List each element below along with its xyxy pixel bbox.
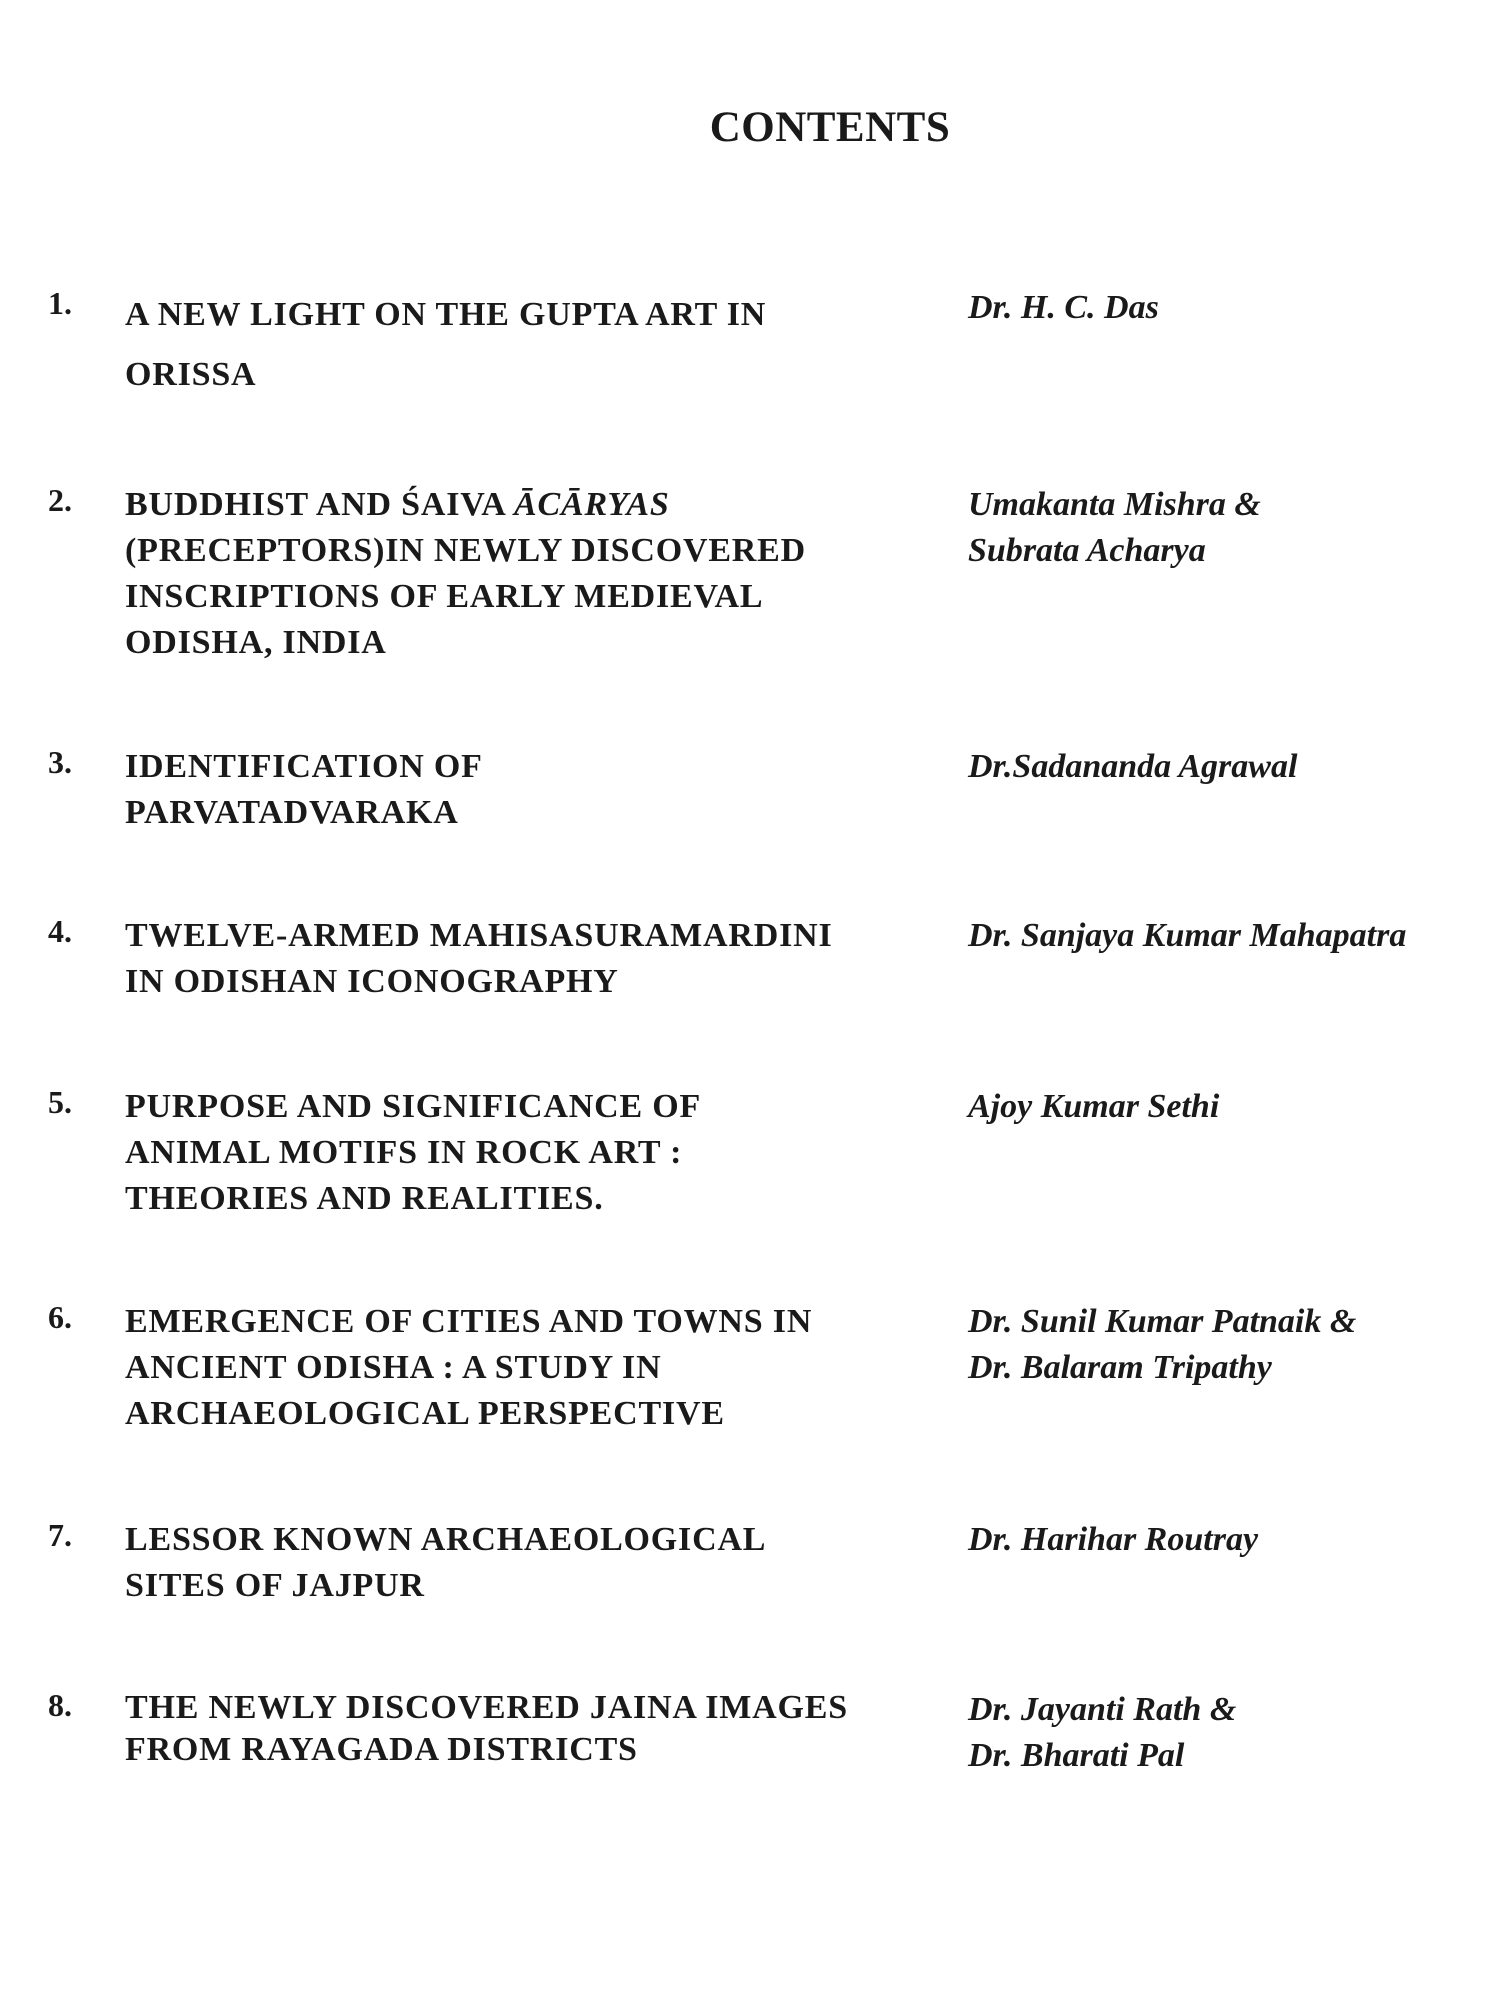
entry-title (125, 744, 945, 836)
author-line: Dr. Balaram Tripathy (968, 1349, 1272, 1386)
entry-author (968, 1084, 1498, 1130)
author-line: Ajoy Kumar Sethi (968, 1088, 1220, 1125)
author-line: Dr. Jayanti Rath & (968, 1691, 1237, 1728)
entry-number: 7. (48, 1517, 72, 1553)
entry-author (968, 744, 1498, 790)
title-line: THEORIES AND REALITIES. (125, 1180, 604, 1217)
entry-title (125, 913, 945, 1005)
title-line: INSCRIPTIONS OF EARLY MEDIEVAL (125, 578, 764, 615)
title-line: PARVATADVARAKA (125, 794, 459, 831)
entry-author (968, 1687, 1498, 1779)
title-line: ANIMAL MOTIFS IN ROCK ART : (125, 1134, 683, 1171)
entry-title (125, 1517, 945, 1609)
entry-title (125, 285, 945, 405)
title-line: LESSOR KNOWN ARCHAEOLOGICAL (125, 1521, 767, 1558)
author-line: Subrata Acharya (968, 532, 1206, 569)
entry-author (968, 1517, 1498, 1563)
entry-number: 4. (48, 913, 72, 949)
title-line: PURPOSE AND SIGNIFICANCE OF (125, 1088, 702, 1125)
entry-number: 6. (48, 1299, 72, 1335)
title-line: (PRECEPTORS)IN NEWLY DISCOVERED (125, 532, 806, 569)
author-line: Dr.Sadananda Agrawal (968, 748, 1298, 785)
page-title: CONTENTS (709, 104, 951, 151)
title-line: IDENTIFICATION OF (125, 748, 483, 785)
entry-author (968, 482, 1498, 574)
entry-author (968, 913, 1498, 959)
entry-number: 5. (48, 1084, 72, 1120)
entry-title (125, 1687, 945, 1771)
title-line: ARCHAEOLOGICAL PERSPECTIVE (125, 1395, 725, 1432)
title-line: SITES OF JAJPUR (125, 1567, 425, 1604)
author-line: Dr. Harihar Routray (968, 1521, 1259, 1558)
author-line: Dr. Sunil Kumar Patnaik & (968, 1303, 1357, 1340)
title-line: ANCIENT ODISHA : A STUDY IN (125, 1349, 662, 1386)
title-line: EMERGENCE OF CITIES AND TOWNS IN (125, 1303, 813, 1340)
entry-title (125, 482, 945, 666)
entry-number: 2. (48, 482, 72, 518)
title-line: ODISHA, INDIA (125, 624, 387, 661)
title-line: THE NEWLY DISCOVERED JAINA IMAGES (125, 1689, 848, 1726)
title-italic: ĀCĀRYAS (514, 486, 670, 523)
author-line: Dr. Sanjaya Kumar Mahapatra (968, 917, 1407, 954)
title-line (125, 482, 945, 528)
title-line: A NEW LIGHT ON THE GUPTA ART IN (125, 296, 767, 333)
author-line: Dr. Bharati Pal (968, 1737, 1185, 1774)
author-line: Dr. H. C. Das (968, 289, 1159, 326)
title-prefix: BUDDHIST AND ŚAIVA (125, 486, 515, 523)
entry-number: 1. (48, 285, 72, 321)
entry-title (125, 1299, 945, 1437)
entry-title (125, 1084, 945, 1222)
title-line: ORISSA (125, 356, 257, 393)
entry-number: 3. (48, 744, 72, 780)
entry-author (968, 1299, 1498, 1391)
title-line: IN ODISHAN ICONOGRAPHY (125, 963, 619, 1000)
title-line: TWELVE-ARMED MAHISASURAMARDINI (125, 917, 833, 954)
title-line: FROM RAYAGADA DISTRICTS (125, 1731, 638, 1768)
author-line: Umakanta Mishra & (968, 486, 1261, 523)
entry-author (968, 285, 1498, 331)
entry-number: 8. (48, 1687, 72, 1723)
